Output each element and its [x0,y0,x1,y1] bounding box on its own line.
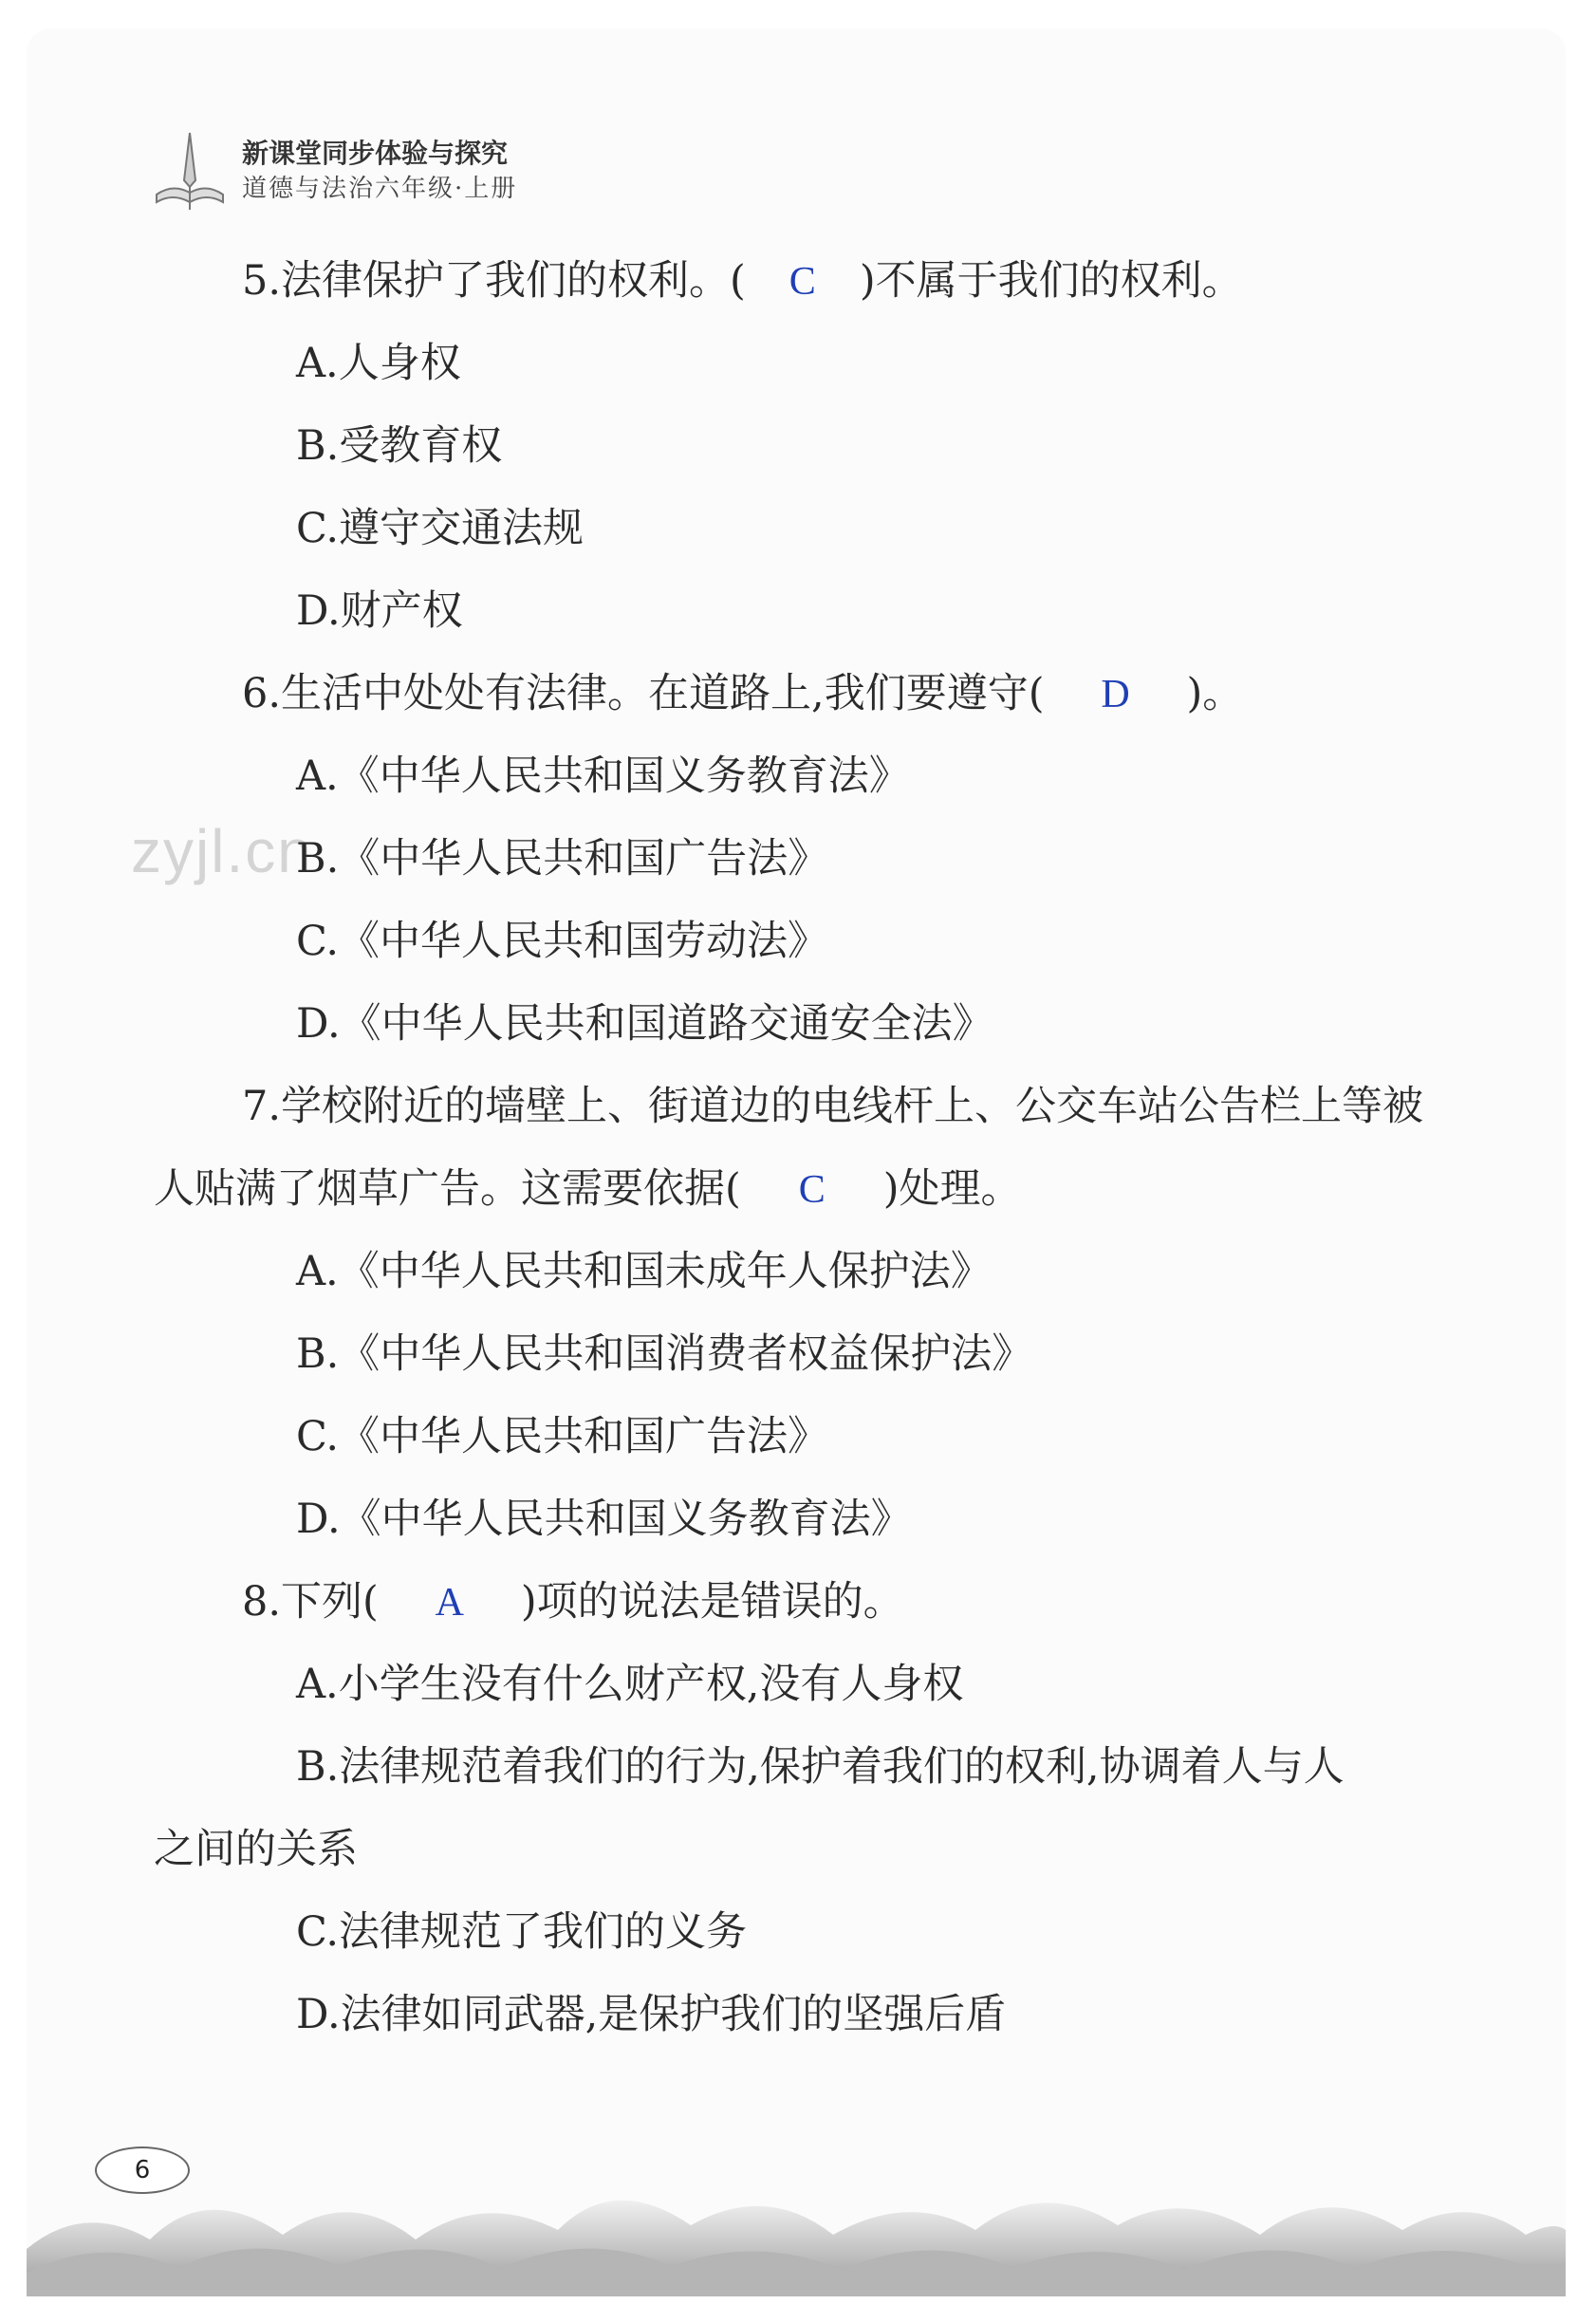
question-7-stem [154,1165,1022,1213]
option-item: B.《中华人民共和国消费者权益保护法》 [296,1330,1033,1378]
option-item: D.财产权 [296,587,463,635]
question-stem-text: 6.生活中处处有法律。在道路上,我们要遵守( [242,670,1045,717]
watermark: zyjl.cn [131,817,313,885]
option-item: A.《中华人民共和国义务教育法》 [296,753,910,800]
answer-mark: C [798,1168,826,1212]
option-item: B.法律规范着我们的行为,保护着我们的权利,协调着人与人 [296,1743,1345,1791]
option-item: C.法律规范了我们的义务 [296,1908,748,1956]
option-item: A.人身权 [296,340,461,387]
option-item: C.《中华人民共和国广告法》 [296,1413,829,1460]
header-title: 新课堂同步体验与探究 [242,138,509,169]
question-stem-text: 5.法律保护了我们的权利。( [242,257,746,305]
option-item: D.《中华人民共和国义务教育法》 [296,1496,912,1543]
header-subtitle: 道德与法治六年级·上册 [242,175,518,203]
question-stem-text: )。 [1186,670,1244,717]
option-item: A.小学生没有什么财产权,没有人身权 [296,1661,964,1708]
option-item: A.《中华人民共和国未成年人保护法》 [296,1248,992,1295]
option-item: D.法律如同武器,是保护我们的坚强后盾 [296,1991,1007,2038]
question-5-stem [242,257,1243,305]
pen-book-logo-icon [152,128,228,214]
question-8-stem [242,1578,904,1626]
answer-mark: C [789,260,816,304]
answer-mark: D [1101,673,1130,716]
option-item: C.《中华人民共和国劳动法》 [296,918,829,965]
question-stem-text: 8.下列( [242,1578,379,1626]
question-6-stem [242,670,1244,717]
question-stem-text: )不属于我们的权利。 [859,257,1243,305]
footer-wave-decoration [27,2145,1566,2296]
option-item: B.《中华人民共和国广告法》 [296,835,829,883]
question-stem-text: )处理。 [882,1165,1022,1213]
option-item: D.《中华人民共和国道路交通安全法》 [296,1000,993,1048]
option-item-continuation: 之间的关系 [154,1826,358,1873]
question-7-stem-line1: 7.学校附近的墙壁上、街道边的电线杆上、公交车站公告栏上等被 [242,1083,1424,1130]
question-stem-text: 人贴满了烟草广告。这需要依据( [154,1165,741,1213]
page-number: 6 [95,2146,190,2194]
question-stem-text: )项的说法是错误的。 [520,1578,904,1626]
page-sheet [27,28,1566,2296]
option-item: C.遵守交通法规 [296,505,585,552]
answer-mark: A [435,1581,464,1625]
option-item: B.受教育权 [296,422,503,470]
